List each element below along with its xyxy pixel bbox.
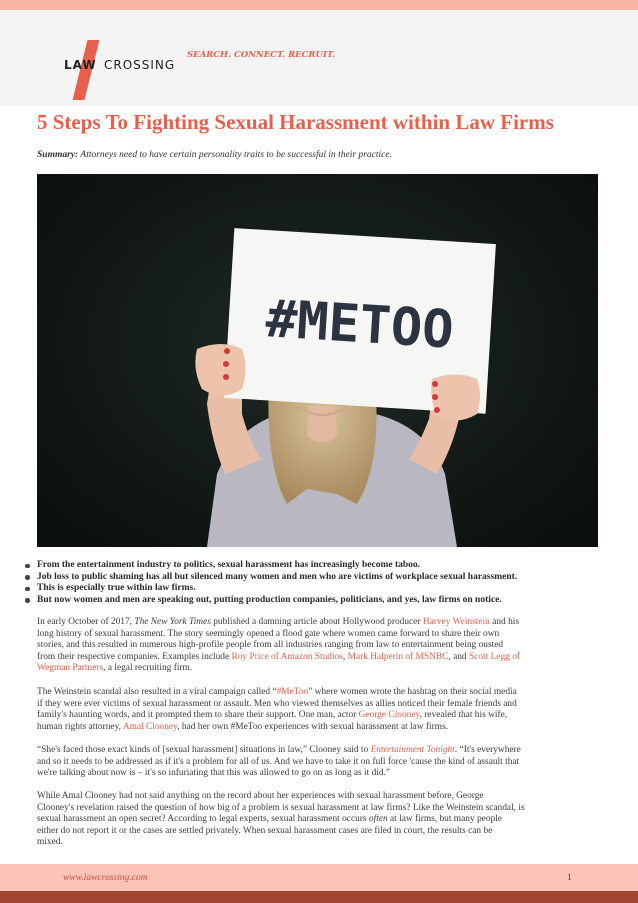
article-title: 5 Steps To Fighting Sexual Harassment within Law Firms [37, 110, 554, 134]
key-point-item: But now women and men are speaking out, putting production companies, politicians, and yes, law firms on notice. [25, 595, 517, 607]
right-hand-shape [431, 375, 480, 421]
text-line: we're talking about now is – it's so infuriating that this was allowed to go on as long as it did.” [37, 768, 391, 779]
header-tagline: SEARCH. CONNECT. RECRUIT. [187, 50, 336, 60]
text-line: either do not report it or the cases are settled privately. When sexual harassment cases are filed in court, the results can be [37, 825, 493, 836]
link-wegman-partners[interactable]: Wegman Partners [37, 663, 104, 674]
key-point-item: From the entertainment industry to politics, sexual harassment has increasingly become taboo. [25, 560, 517, 572]
link-roy-price[interactable]: Roy Price of Amazon Studios [231, 651, 343, 662]
key-point-item: This is especially true within law firms. [25, 583, 517, 595]
text-line: Clooney's revelation raised the question of how big of a problem is sexual harassment at law firms? Like the Weinstein scandal, is [37, 802, 525, 813]
text-span: , had her own #MeToo experiences with sexual harassment at law firms. [177, 721, 449, 732]
key-point-item: Job loss to public shaming has all but silenced many women and men who are victims of workplace sexual harassment. [25, 572, 517, 584]
paragraph-2 [37, 687, 603, 733]
text-line: long history of sexual harassment. The story seemingly opened a flood gate where women came forward to share their own [37, 628, 500, 639]
text-span: In early October of 2017, [37, 617, 135, 627]
text-span: ” where women wrote the hashtag on their social media [308, 687, 517, 697]
summary-label: Summary: [37, 150, 79, 160]
text-span: “She's faced those exact kinds of [sexual harassment] situations in law,” Clooney said to [37, 745, 371, 755]
footer-website-link[interactable]: www.lawcrossing.com [63, 873, 148, 883]
logo-text-law: LAW [64, 58, 97, 72]
logo-text-crossing: CROSSING [104, 58, 176, 72]
text-span: The Weinstein scandal also resulted in a viral campaign called “ [37, 687, 277, 697]
summary-text: Attorneys need to have certain personality traits to be successful in their practice. [78, 150, 392, 160]
text-span: from their respective companies. Examples include [37, 651, 232, 662]
link-amal-clooney[interactable]: Amal Clooney [122, 721, 178, 732]
text-span: , and [448, 651, 469, 662]
emphasis-often: often [368, 814, 388, 825]
text-span: . “It's everywhere [454, 745, 521, 755]
text-span: human rights attorney, [37, 721, 123, 732]
text-line: and so it needs to be addressed as if it's a problem for all of us. And we have to take it on full force 'cause the kind of assault that [37, 756, 520, 767]
top-accent-bar [0, 0, 638, 10]
text-span: family's haunting words, and it prompted them to share their support. One man, actor [37, 710, 359, 721]
paragraph-4 [37, 791, 603, 849]
text-line: if they were ever victims of sexual harassment or assault. Men who viewed themselves as allies noticed their female friends and [37, 698, 517, 709]
link-entertainment-tonight[interactable]: Entertainment Tonight [370, 745, 455, 755]
page-number: 1 [567, 873, 572, 883]
link-mark-halperin[interactable]: Mark Halperin of MSNBC [347, 651, 449, 662]
article-summary [37, 150, 392, 160]
link-metoo[interactable]: #MeToo [276, 687, 309, 697]
metoo-illustration [37, 174, 598, 547]
key-points-list [25, 560, 517, 606]
text-span: published a damning article about Hollywood producer [210, 617, 423, 627]
nyt-title: The New York Times [134, 617, 211, 627]
sign-text: #METOO [264, 289, 456, 361]
text-span: , [342, 651, 348, 662]
link-scott-legg[interactable]: Scott Legg of [468, 651, 521, 662]
link-harvey-weinstein[interactable]: Harvey Weinstein [422, 617, 490, 627]
text-span: at law firms, but many people [387, 814, 502, 825]
paragraph-1 [37, 617, 603, 675]
paragraph-3 [37, 745, 603, 780]
text-line: mixed. [37, 837, 63, 848]
text-span: sexual harassment an open secret? According to legal experts, sexual harassment occurs [37, 814, 369, 825]
lawcrossing-logo[interactable] [64, 38, 174, 100]
text-span: and his [489, 617, 520, 627]
bottom-accent-bar [0, 891, 638, 903]
text-span: , revealed that his wife, [419, 710, 508, 721]
text-span: , a legal recruiting firm. [103, 663, 193, 674]
link-george-clooney[interactable]: George Clooney [358, 710, 420, 721]
article-photo-metoo [37, 174, 598, 547]
text-line: stories, and this resulted in numerous high-profile people from all industries ranging from law to entertainment being ousted [37, 640, 504, 651]
text-line: While Amal Clooney had not said anything on the record about her experiences with sexual harassment before, George [37, 791, 484, 801]
left-hand-shape [195, 344, 245, 396]
neck-shape [307, 406, 337, 443]
